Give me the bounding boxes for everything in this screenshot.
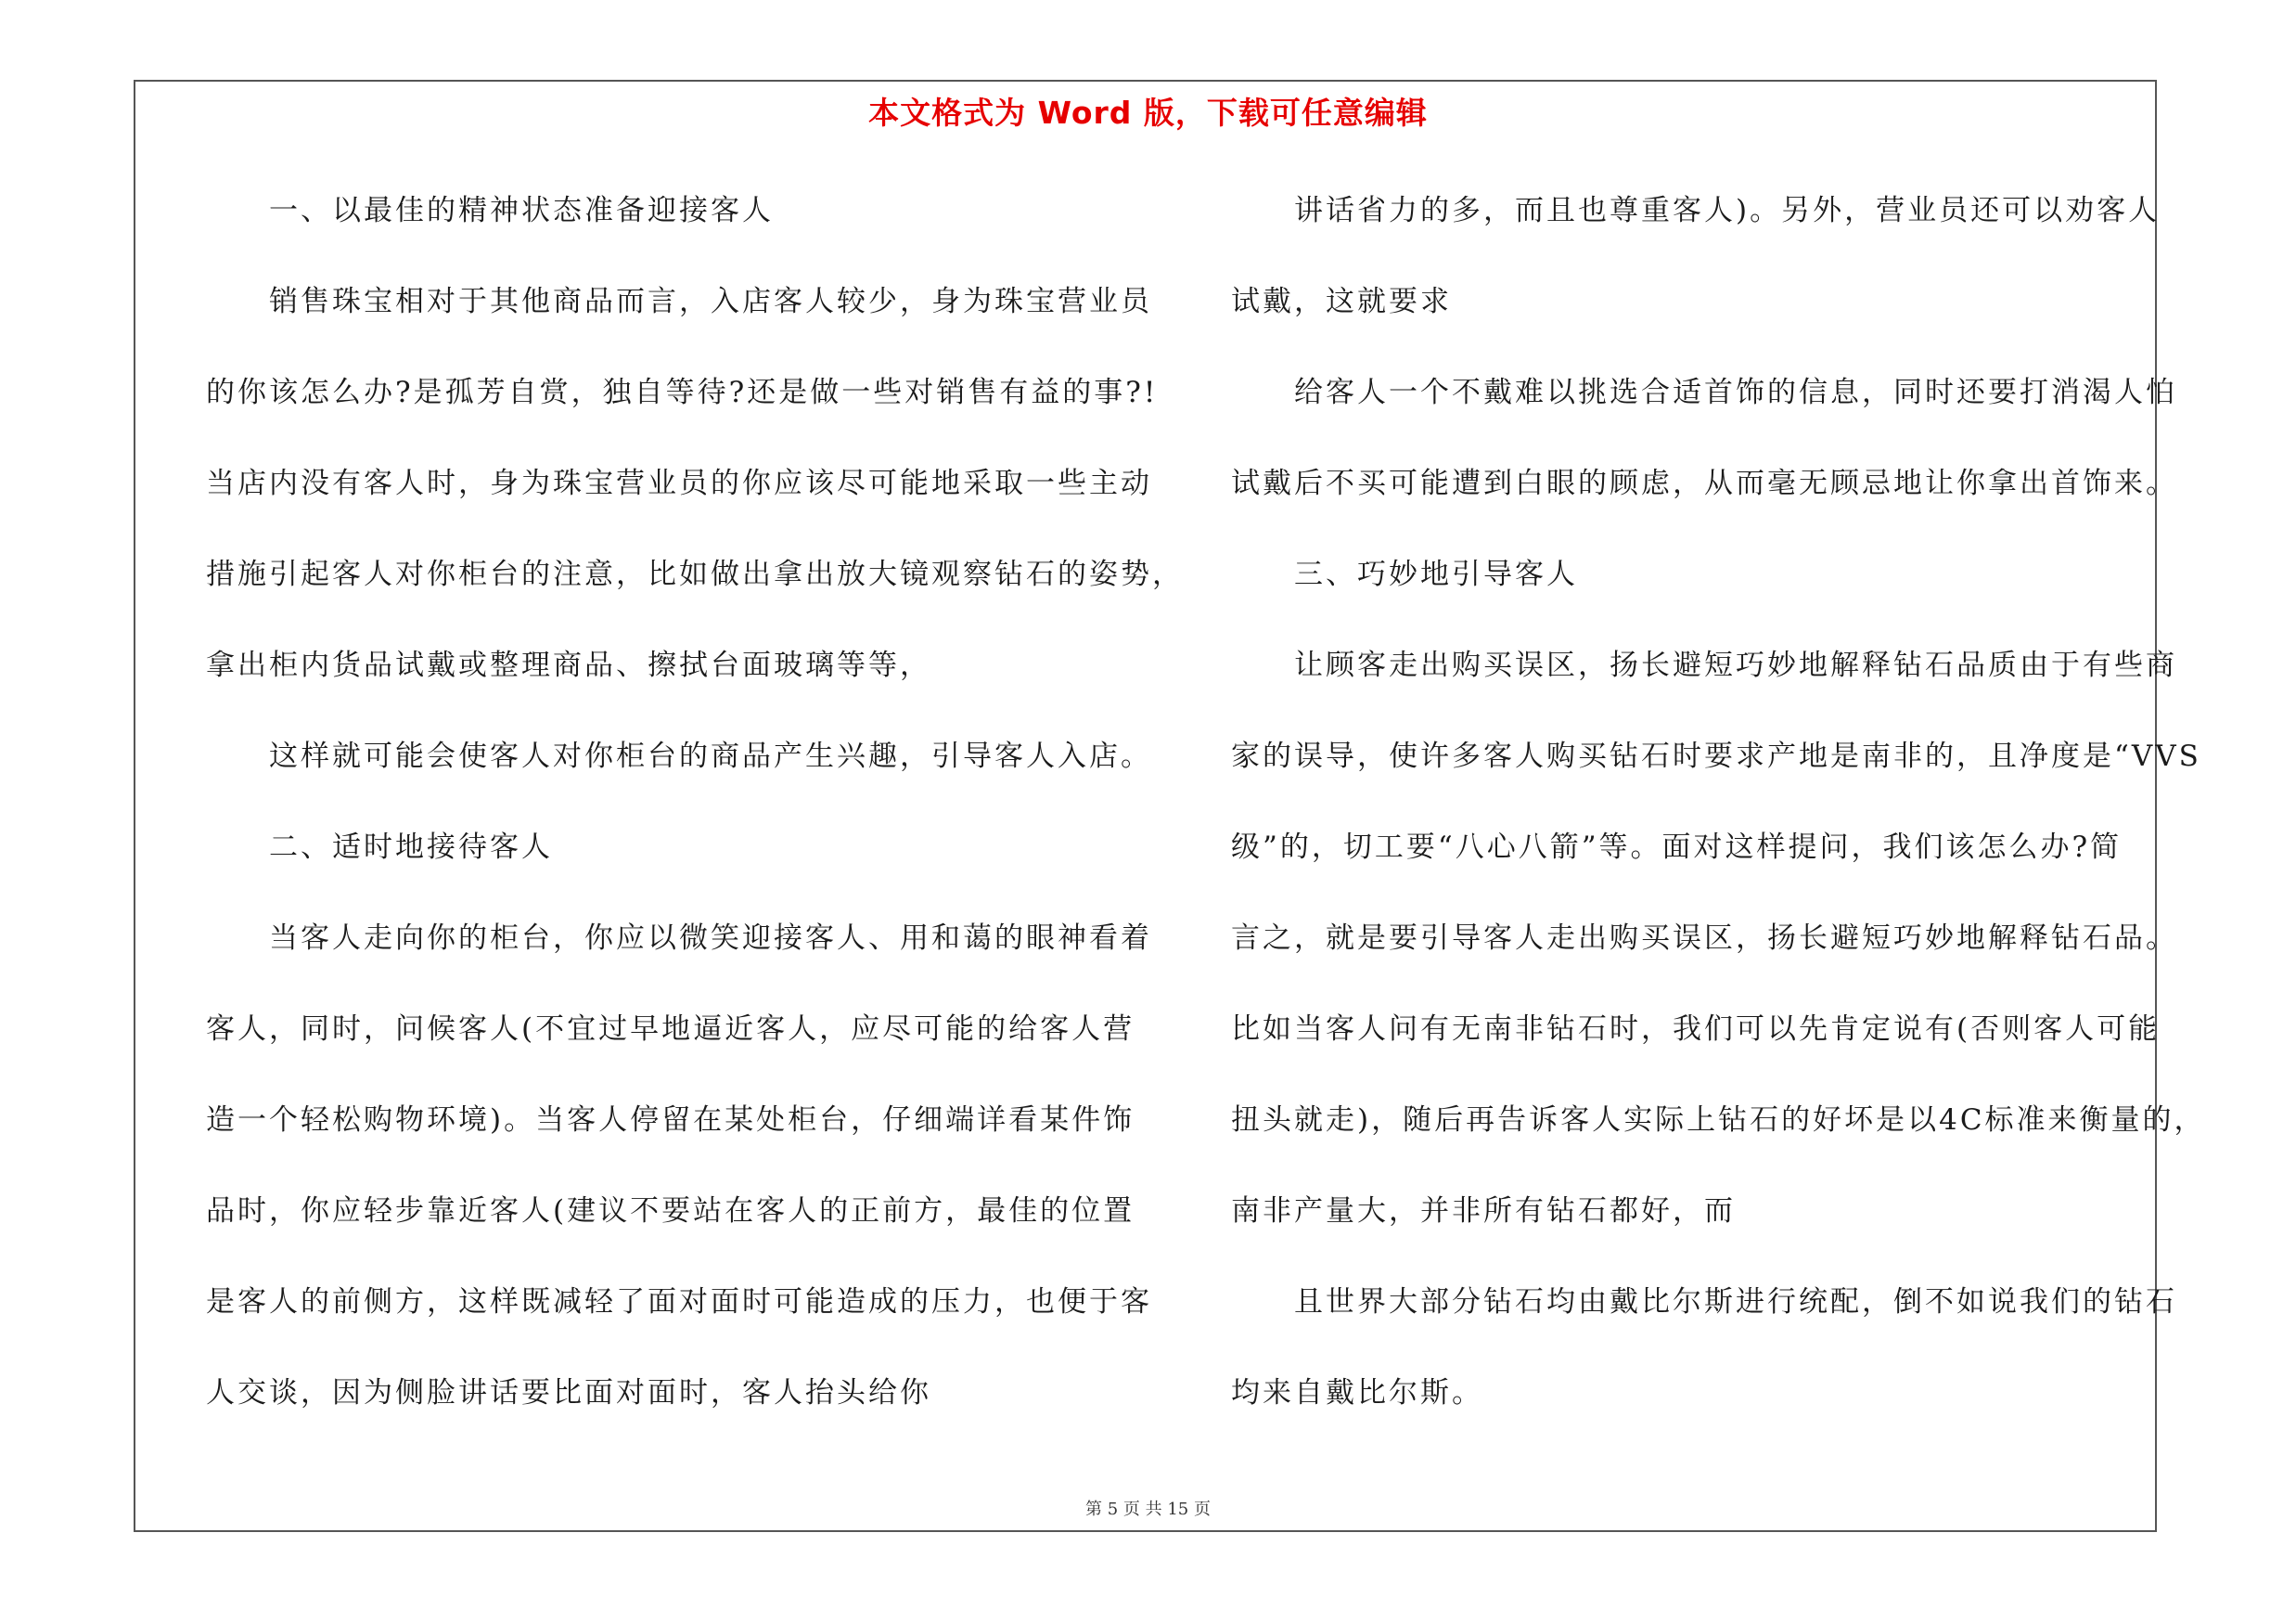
text-line: 让顾客走出购买误区，扬长避短巧妙地解释钻石品质由于有些商 [1294,649,2177,682]
text-line: 且世界大部分钻石均由戴比尔斯进行统配，倒不如说我们的钻石 [1294,1285,2177,1319]
text-line: 品时，你应轻步靠近客人(建议不要站在客人的正前方，最佳的位置 [206,1194,1135,1228]
text-line: 家的误导，使许多客人购买钻石时要求产地是南非的，且净度是“VVS [1231,740,2201,773]
text-line: 这样就可能会使客人对你柜台的商品产生兴趣，引导客人入店。 [269,740,1152,773]
text-line: 拿出柜内货品试戴或整理商品、擦拭台面玻璃等等， [206,649,931,682]
text-line: 人交谈，因为侧脸讲话要比面对面时，客人抬头给你 [206,1376,931,1410]
page-number-footer: 第 5 页 共 15 页 [1085,1500,1211,1519]
text-line: 造一个轻松购物环境)。当客人停留在某处柜台，仔细端详看某件饰 [206,1103,1135,1137]
text-line: 南非产量大，并非所有钻石都好，而 [1231,1194,1736,1228]
text-line: 讲话省力的多，而且也尊重客人)。另外，营业员还可以劝客人 [1294,194,2161,227]
text-line: 给客人一个不戴难以挑选合适首饰的信息，同时还要打消渴人怕 [1294,376,2177,409]
text-line: 试戴，这就要求 [1231,285,1452,318]
text-line: 言之，就是要引导客人走出购买误区，扬长避短巧妙地解释钻石品。 [1231,921,2177,955]
text-line: 三、巧妙地引导客人 [1294,558,1578,591]
text-line: 是客人的前侧方，这样既减轻了面对面时可能造成的压力，也便于客 [206,1285,1152,1319]
text-line: 二、适时地接待客人 [269,831,553,864]
text-line: 均来自戴比尔斯。 [1231,1376,1483,1410]
text-line: 一、以最佳的精神状态准备迎接客人 [269,194,774,227]
text-line: 比如当客人问有无南非钻石时，我们可以先肯定说有(否则客人可能 [1231,1012,2161,1046]
text-line: 销售珠宝相对于其他商品而言，入店客人较少，身为珠宝营业员 [269,285,1152,318]
text-line: 客人，同时，问候客人(不宜过早地逼近客人，应尽可能的给客人营 [206,1012,1135,1046]
text-line: 扭头就走)，随后再告诉客人实际上钻石的好坏是以4C标准来衡量的， [1231,1103,2206,1137]
text-line: 措施引起客人对你柜台的注意，比如做出拿出放大镜观察钻石的姿势， [206,558,1184,591]
text-line: 当店内没有客人时，身为珠宝营业员的你应该尽可能地采取一些主动 [206,467,1152,500]
text-line: 的你该怎么办?是孤芳自赏，独自等待?还是做一些对销售有益的事?! [206,376,1159,409]
text-line: 试戴后不买可能遭到白眼的顾虑，从而毫无顾忌地让你拿出首饰来。 [1231,467,2177,500]
right-text-column [1231,182,2206,1455]
left-text-column [206,182,1184,1455]
text-line: 级”的，切工要“八心八箭”等。面对这样提问，我们该怎么办?简 [1231,831,2123,864]
document-banner: 本文格式为 Word 版，下载可任意编辑 [868,95,1428,131]
text-line: 当客人走向你的柜台，你应以微笑迎接客人、用和蔼的眼神看着 [269,921,1152,955]
